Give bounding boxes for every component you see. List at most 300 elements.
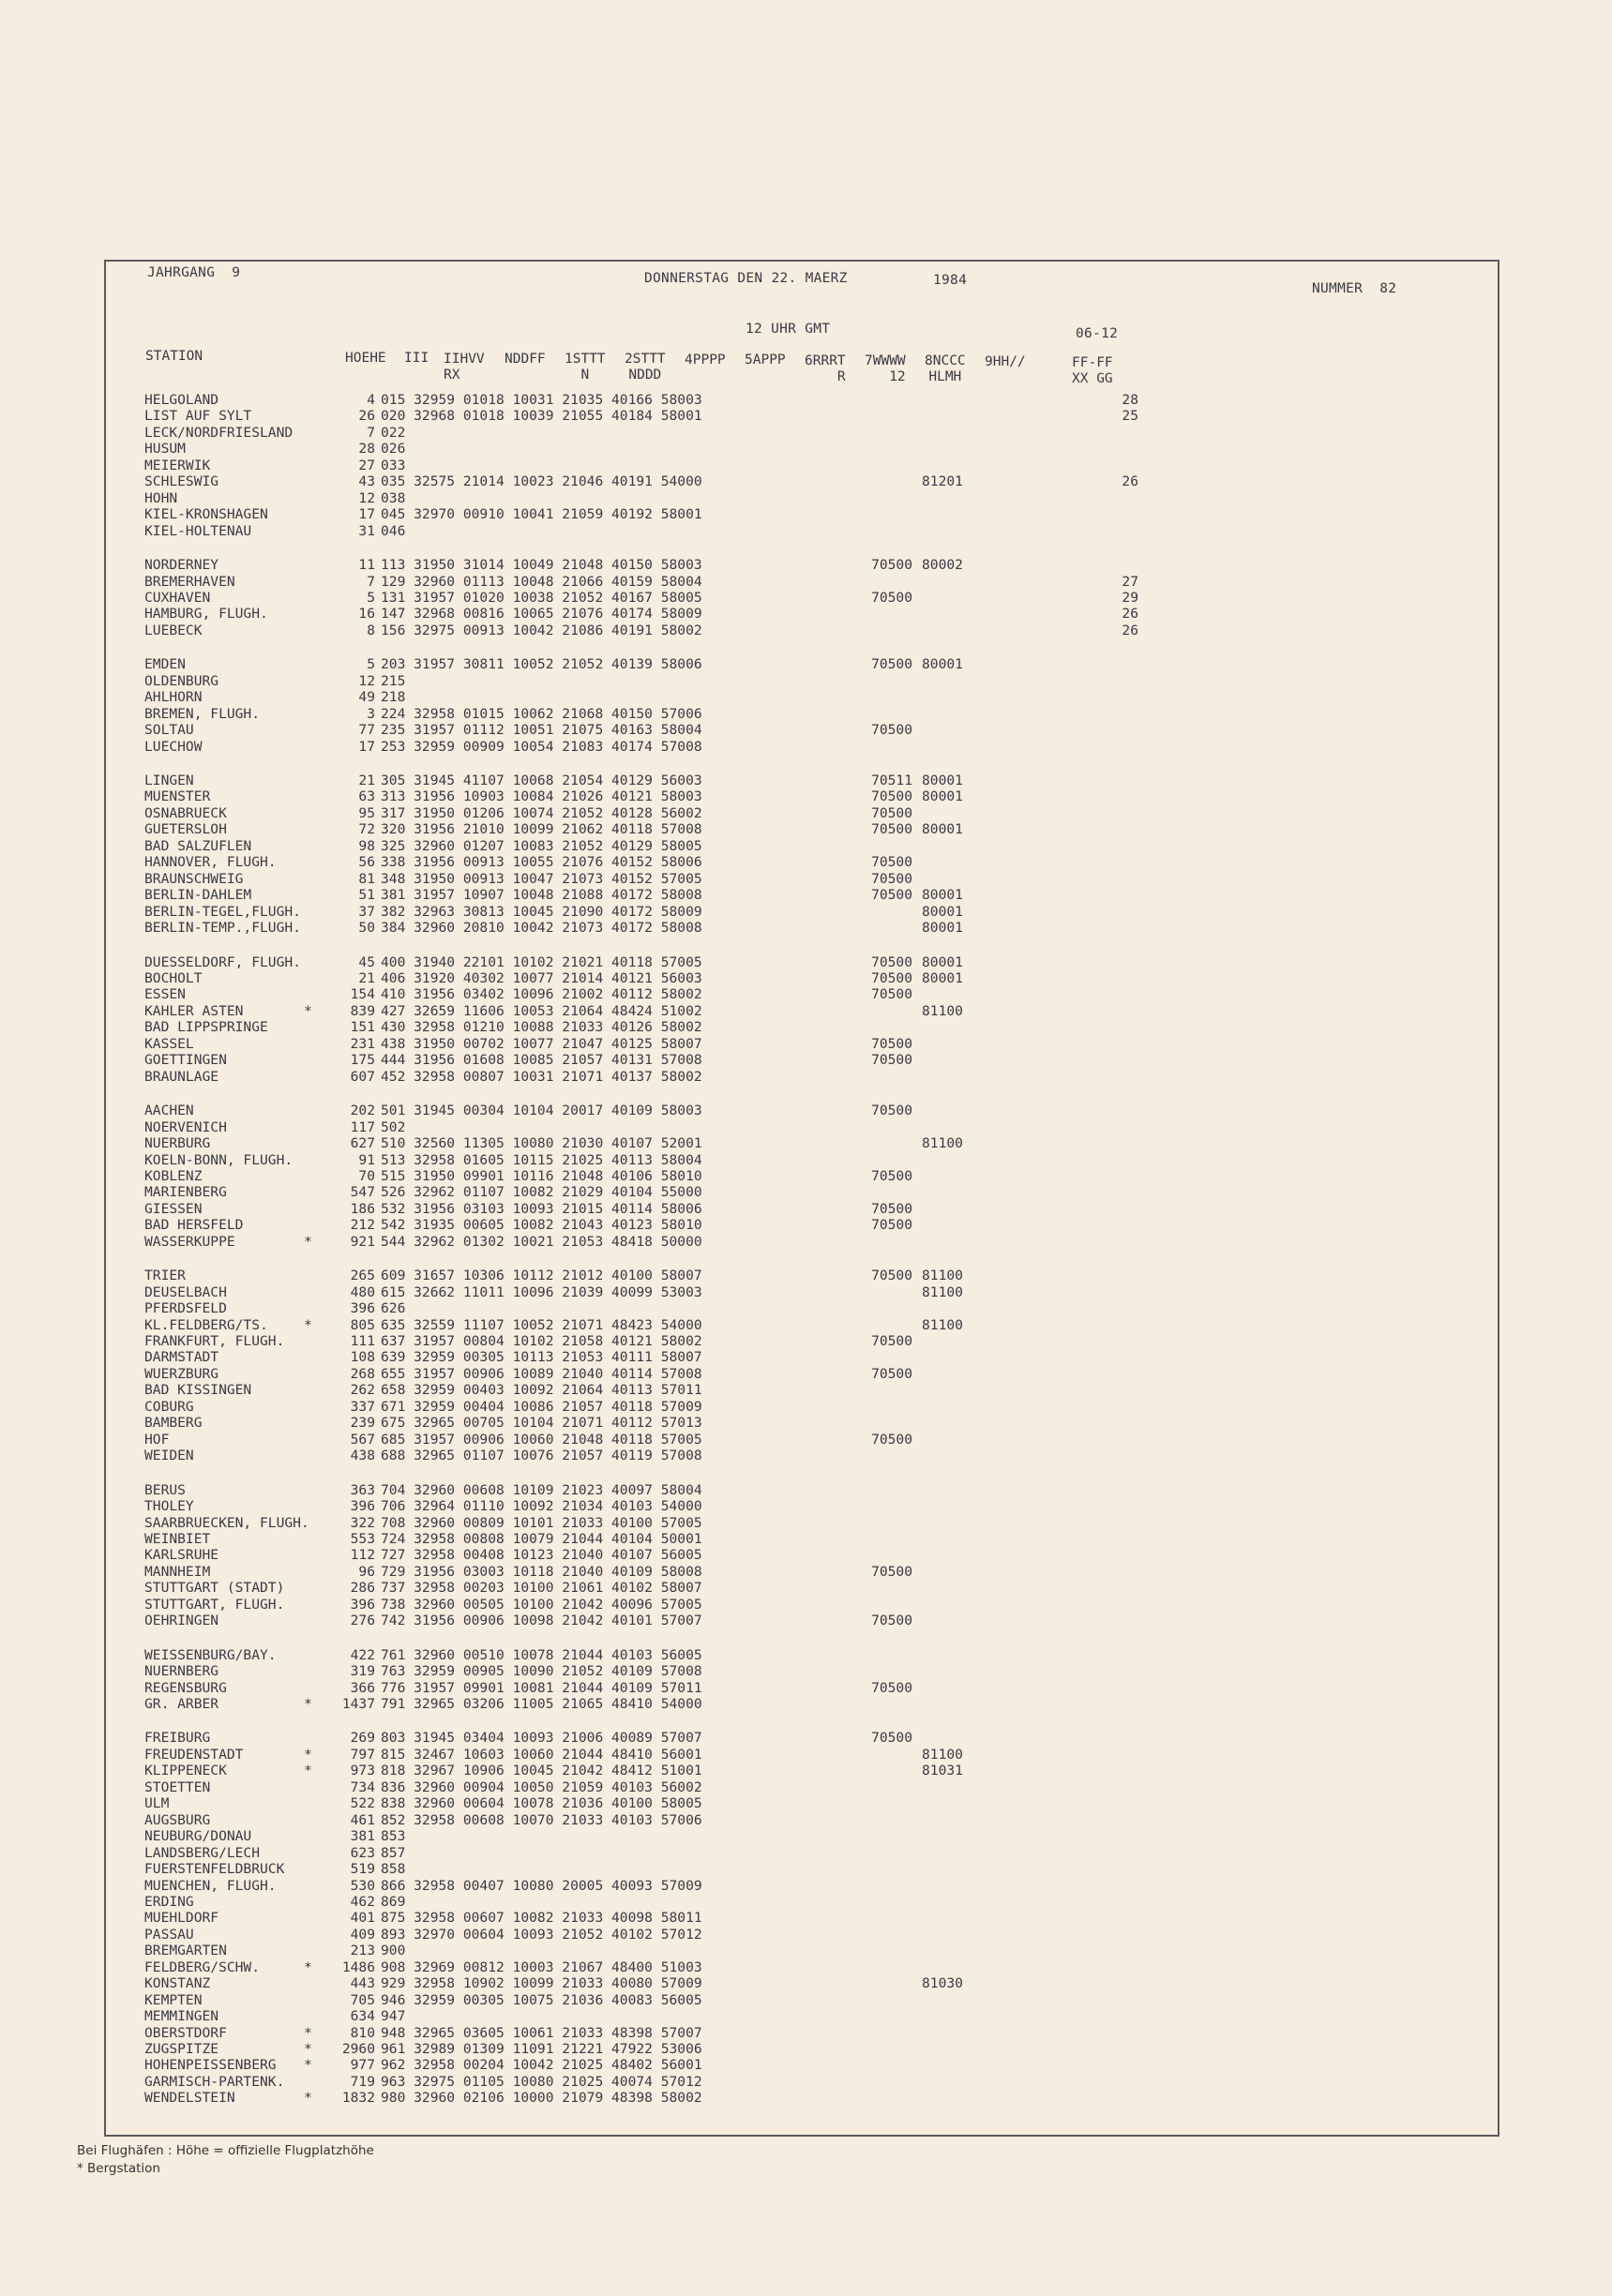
cloud-group: 81100 — [922, 1746, 963, 1763]
station-name: MEIERWIK — [144, 457, 211, 473]
station-height: 95 — [358, 804, 375, 821]
station-height: 81 — [358, 870, 375, 887]
station-name: MUENSTER — [144, 788, 211, 805]
station-name: AACHEN — [144, 1103, 194, 1119]
table-row — [106, 1399, 1498, 1416]
footnote-airport-height: Bei Flughäfen : Höhe = offizielle Flugplatzhöhe — [77, 2143, 374, 2158]
table-row — [106, 1317, 1498, 1334]
synop-data: 685 31957 00906 10060 21048 40118 57005 — [381, 1431, 702, 1448]
gust-value: 26 — [1122, 473, 1138, 490]
station-height: 547 — [350, 1184, 375, 1201]
table-row — [106, 1828, 1498, 1845]
station-height: 63 — [358, 788, 375, 805]
station-height: 627 — [350, 1135, 375, 1151]
cloud-group: 80001 — [922, 953, 963, 970]
weather-group: 70500 — [871, 557, 912, 573]
station-name: LINGEN — [144, 773, 194, 788]
station-height: 1486 — [341, 1958, 375, 1975]
station-height: 396 — [350, 1300, 375, 1317]
synop-data: 858 — [381, 1861, 406, 1877]
station-name: BRAUNSCHWEIG — [144, 870, 244, 887]
table-row — [106, 1696, 1498, 1713]
synop-data: 382 32963 30813 10045 21090 40172 58009 — [381, 903, 702, 920]
station-height: 1832 — [341, 2090, 375, 2107]
station-name: KONSTANZ — [144, 1975, 211, 1992]
table-row — [106, 2057, 1498, 2074]
table-row — [106, 854, 1498, 871]
table-row — [106, 2008, 1498, 2025]
station-height: 212 — [350, 1217, 375, 1234]
station-height: 977 — [350, 2057, 375, 2074]
station-name: GR. ARBER — [144, 1696, 219, 1712]
station-height: 17 — [358, 738, 375, 755]
synop-data: 033 — [381, 457, 406, 473]
col-header-8nccc: 8NCCC HLMH — [925, 353, 966, 384]
synop-data: 026 — [381, 441, 406, 458]
synop-data: 338 31956 00913 10055 21076 40152 58006 — [381, 854, 702, 871]
station-height: 623 — [350, 1844, 375, 1861]
station-height: 396 — [350, 1596, 375, 1613]
table-row — [106, 1959, 1498, 1976]
station-name: ESSEN — [144, 986, 186, 1003]
station-name: SOLTAU — [144, 722, 194, 739]
synop-data: 452 32958 00807 10031 21071 40137 58002 — [381, 1068, 702, 1085]
col-header-iii: III — [404, 351, 429, 366]
synop-data: 791 32965 03206 11005 21065 48410 54000 — [381, 1696, 702, 1712]
station-name: PFERDSFELD — [144, 1300, 227, 1317]
station-name: BERUS — [144, 1481, 186, 1498]
synop-data: 704 32960 00608 10109 21023 40097 58004 — [381, 1481, 702, 1498]
table-row — [106, 1119, 1498, 1136]
station-name: NOERVENICH — [144, 1118, 227, 1135]
station-name: HAMBURG, FLUGH. — [144, 606, 268, 623]
station-name: ZUGSPITZE — [144, 2041, 219, 2057]
table-row — [106, 1812, 1498, 1829]
station-height: 409 — [350, 1926, 375, 1943]
synop-data: 724 32958 00808 10079 21044 40104 50001 — [381, 1530, 702, 1547]
weather-group: 70500 — [871, 970, 912, 986]
synop-data: 626 — [381, 1300, 406, 1317]
weather-group: 70500 — [871, 953, 912, 970]
col-header-7wwww: 7WWWW 12 — [865, 353, 906, 384]
station-height: 175 — [350, 1052, 375, 1069]
station-name: STUTTGART, FLUGH. — [144, 1596, 285, 1613]
station-height: 37 — [358, 903, 375, 920]
table-row — [106, 1217, 1498, 1234]
station-name: MUENCHEN, FLUGH. — [144, 1877, 277, 1894]
station-name: FUERSTENFELDBRUCK — [144, 1861, 285, 1877]
synop-data: 313 31956 10903 10084 21026 40121 58003 — [381, 788, 702, 805]
station-name: BAD SALZUFLEN — [144, 837, 252, 854]
table-row — [106, 1613, 1498, 1629]
station-height: 276 — [350, 1613, 375, 1629]
station-height: 797 — [350, 1746, 375, 1763]
station-name: ERDING — [144, 1893, 194, 1910]
col-header-2sttt: 2STTT NDDD — [625, 352, 666, 383]
synop-data: 948 32965 03605 10061 21033 48398 57007 — [381, 2024, 702, 2041]
station-height: 31 — [358, 522, 375, 539]
station-name: SCHLESWIG — [144, 473, 219, 490]
station-height: 16 — [358, 606, 375, 623]
synop-data: 022 — [381, 424, 406, 441]
station-height: 77 — [358, 722, 375, 739]
station-height: 268 — [350, 1365, 375, 1382]
table-row — [106, 1482, 1498, 1499]
station-name: FRANKFURT, FLUGH. — [144, 1333, 285, 1349]
table-row — [106, 1547, 1498, 1564]
synop-data: 637 31957 00804 10102 21058 40121 58002 — [381, 1333, 702, 1349]
weather-group: 70500 — [871, 589, 912, 606]
synop-data: 961 32989 01309 11091 21221 47922 53006 — [381, 2041, 702, 2057]
station-name: DEUSELBACH — [144, 1283, 227, 1300]
station-height: 519 — [350, 1861, 375, 1877]
station-height: 319 — [350, 1663, 375, 1680]
synop-data: 035 32575 21014 10023 21046 40191 54000 — [381, 473, 702, 490]
weather-group: 70500 — [871, 1679, 912, 1696]
synop-data: 838 32960 00604 10078 21036 40100 58005 — [381, 1795, 702, 1812]
synop-data: 761 32960 00510 10078 21044 40103 56005 — [381, 1646, 702, 1663]
table-row — [106, 1597, 1498, 1613]
mountain-station-marker: * — [304, 1002, 312, 1019]
synop-data: 045 32970 00910 10041 21059 40192 58001 — [381, 506, 702, 523]
station-name: KOELN-BONN, FLUGH. — [144, 1151, 294, 1168]
cloud-group: 80001 — [922, 788, 963, 805]
station-height: 1437 — [341, 1696, 375, 1712]
station-name: WEISSENBURG/BAY. — [144, 1646, 277, 1663]
station-height: 231 — [350, 1035, 375, 1052]
table-row — [106, 490, 1498, 507]
table-row — [106, 2090, 1498, 2107]
station-height: 50 — [358, 920, 375, 937]
observation-period: 06-12 — [1076, 326, 1119, 341]
table-row — [106, 1168, 1498, 1185]
table-row — [106, 2025, 1498, 2042]
cloud-group: 81030 — [922, 1975, 963, 1992]
station-height: 363 — [350, 1481, 375, 1498]
table-row — [106, 1135, 1498, 1152]
weather-group: 70500 — [871, 722, 912, 739]
station-height: 4 — [367, 392, 375, 408]
table-row — [106, 1943, 1498, 1959]
cloud-group: 81100 — [922, 1002, 963, 1019]
table-row — [106, 1795, 1498, 1812]
table-row — [106, 1184, 1498, 1201]
station-name: OBERSTDORF — [144, 2024, 227, 2041]
station-height: 72 — [358, 821, 375, 838]
table-row — [106, 656, 1498, 673]
mountain-station-marker: * — [304, 2057, 312, 2074]
station-name: GOETTINGEN — [144, 1052, 227, 1069]
station-name: BOCHOLT — [144, 970, 203, 986]
station-height: 522 — [350, 1795, 375, 1812]
station-name: SAARBRUECKEN, FLUGH. — [144, 1514, 309, 1531]
station-height: 51 — [358, 887, 375, 904]
table-row — [106, 623, 1498, 639]
station-name: CUXHAVEN — [144, 589, 211, 606]
station-height: 607 — [350, 1068, 375, 1085]
station-name: LUECHOW — [144, 738, 203, 755]
station-name: NORDERNEY — [144, 557, 219, 573]
station-name: GIESSEN — [144, 1200, 203, 1217]
footnotes — [77, 2142, 374, 2178]
station-height: 265 — [350, 1268, 375, 1284]
station-height: 111 — [350, 1333, 375, 1349]
table-row — [106, 1003, 1498, 1020]
table-row — [106, 954, 1498, 971]
station-name: BAD LIPPSPRINGE — [144, 1019, 268, 1036]
station-height: 2960 — [341, 2041, 375, 2057]
station-height: 366 — [350, 1679, 375, 1696]
station-name: STOETTEN — [144, 1778, 211, 1795]
col-header-9hh: 9HH// — [985, 354, 1026, 369]
station-name: BERLIN-TEGEL,FLUGH. — [144, 903, 301, 920]
table-row — [106, 1498, 1498, 1515]
table-row — [106, 1647, 1498, 1664]
issue-number: NUMMER 82 — [1312, 281, 1397, 296]
table-row — [106, 1910, 1498, 1927]
cloud-group: 81100 — [922, 1316, 963, 1333]
col-header-6rrrt: 6RRRT R — [805, 353, 846, 384]
station-name: KEMPTEN — [144, 1991, 203, 2008]
station-height: 396 — [350, 1498, 375, 1514]
weather-group: 70500 — [871, 1268, 912, 1284]
mountain-station-marker: * — [304, 1696, 312, 1712]
synop-data: 818 32967 10906 10045 21042 48412 51001 — [381, 1763, 702, 1779]
synop-data: 203 31957 30811 10052 21052 40139 58006 — [381, 656, 702, 673]
synop-data: 384 32960 20810 10042 21073 40172 58008 — [381, 920, 702, 937]
station-name: FREUDENSTADT — [144, 1746, 244, 1763]
cloud-group: 80001 — [922, 821, 963, 838]
table-row — [106, 1234, 1498, 1251]
table-row — [106, 689, 1498, 706]
table-row — [106, 1747, 1498, 1763]
station-height: 734 — [350, 1778, 375, 1795]
station-height: 154 — [350, 986, 375, 1003]
synop-data: 869 — [381, 1893, 406, 1910]
synop-data: 815 32467 10603 10060 21044 48410 56001 — [381, 1746, 702, 1763]
report-year: 1984 — [933, 273, 968, 288]
mountain-station-marker: * — [304, 1763, 312, 1779]
station-name: NUERNBERG — [144, 1663, 219, 1680]
table-row — [106, 1845, 1498, 1862]
station-height: 462 — [350, 1893, 375, 1910]
synop-data: 763 32959 00905 10090 21052 40109 57008 — [381, 1663, 702, 1680]
station-height: 186 — [350, 1200, 375, 1217]
gust-value: 27 — [1122, 573, 1138, 590]
station-name: OLDENBURG — [144, 672, 219, 689]
weather-group: 70500 — [871, 854, 912, 871]
weather-group: 70500 — [871, 1431, 912, 1448]
cloud-group: 81100 — [922, 1135, 963, 1151]
station-height: 28 — [358, 441, 375, 458]
weather-group: 70500 — [871, 821, 912, 838]
synop-data: 020 32968 01018 10039 21055 40184 58001 — [381, 408, 702, 425]
synop-data: 655 31957 00906 10089 21040 40114 57008 — [381, 1365, 702, 1382]
station-height: 337 — [350, 1398, 375, 1415]
weather-group: 70500 — [871, 788, 912, 805]
synop-data: 776 31957 09901 10081 21044 40109 57011 — [381, 1679, 702, 1696]
cloud-group: 80001 — [922, 887, 963, 904]
synop-data: 893 32970 00604 10093 21052 40102 57012 — [381, 1926, 702, 1943]
weather-group: 70500 — [871, 1613, 912, 1629]
table-row — [106, 1268, 1498, 1284]
synop-data: 729 31956 03003 10118 21040 40109 58008 — [381, 1563, 702, 1580]
synop-data: 727 32958 00408 10123 21040 40107 56005 — [381, 1547, 702, 1564]
weather-group: 70500 — [871, 887, 912, 904]
station-name: PASSAU — [144, 1926, 194, 1943]
station-height: 27 — [358, 457, 375, 473]
station-name: BERLIN-DAHLEM — [144, 887, 252, 904]
station-height: 239 — [350, 1415, 375, 1432]
weather-group: 70500 — [871, 656, 912, 673]
col-header-nddff: NDDFF — [505, 352, 546, 367]
synop-data: 113 31950 31014 10049 21048 40150 58003 — [381, 557, 702, 573]
weather-group: 70500 — [871, 1035, 912, 1052]
weather-group: 70500 — [871, 1200, 912, 1217]
synop-data: 317 31950 01206 10074 21052 40128 56002 — [381, 804, 702, 821]
station-name: HUSUM — [144, 441, 186, 458]
station-name: BREMGARTEN — [144, 1943, 227, 1959]
table-row — [106, 408, 1498, 425]
col-header-1sttt: 1STTT N — [565, 352, 606, 383]
table-row — [106, 773, 1498, 789]
station-height: 70 — [358, 1167, 375, 1184]
table-row — [106, 2074, 1498, 2091]
station-height: 21 — [358, 773, 375, 788]
cloud-group: 80001 — [922, 656, 963, 673]
station-name: TRIER — [144, 1268, 186, 1284]
station-height: 443 — [350, 1975, 375, 1992]
synop-data: 515 31950 09901 10116 21048 40106 58010 — [381, 1167, 702, 1184]
station-table — [106, 262, 1498, 2135]
col-header-ff: FF-FF XX GG — [1072, 355, 1113, 386]
col-header-iihvv: IIHVV RX — [444, 352, 485, 383]
station-height: 11 — [358, 557, 375, 573]
table-row — [106, 1564, 1498, 1581]
station-height: 112 — [350, 1547, 375, 1564]
cloud-group: 80001 — [922, 773, 963, 788]
station-height: 8 — [367, 622, 375, 638]
table-row — [106, 1448, 1498, 1464]
station-name: BREMEN, FLUGH. — [144, 705, 261, 722]
station-height: 705 — [350, 1991, 375, 2008]
mountain-station-marker: * — [304, 2041, 312, 2057]
synop-data: 305 31945 41107 10068 21054 40129 56003 — [381, 773, 702, 788]
cloud-group: 81100 — [922, 1283, 963, 1300]
station-name: KARLSRUHE — [144, 1547, 219, 1564]
table-row — [106, 1300, 1498, 1317]
weather-group: 70500 — [871, 1217, 912, 1234]
station-name: NEUBURG/DONAU — [144, 1828, 252, 1845]
table-row — [106, 1284, 1498, 1301]
station-height: 12 — [358, 672, 375, 689]
synop-data: 671 32959 00404 10086 21057 40118 57009 — [381, 1398, 702, 1415]
weather-group: 70500 — [871, 804, 912, 821]
station-name: ULM — [144, 1795, 170, 1812]
station-name: KASSEL — [144, 1035, 194, 1052]
synop-data: 866 32958 00407 10080 20005 40093 57009 — [381, 1877, 702, 1894]
station-name: BAMBERG — [144, 1415, 203, 1432]
weather-group: 70500 — [871, 1730, 912, 1747]
synop-data: 639 32959 00305 10113 21053 40111 58007 — [381, 1349, 702, 1366]
station-height: 719 — [350, 2073, 375, 2090]
synop-data: 852 32958 00608 10070 21033 40103 57006 — [381, 1811, 702, 1828]
weather-group: 70500 — [871, 986, 912, 1003]
station-height: 973 — [350, 1763, 375, 1779]
station-name: WEINBIET — [144, 1530, 211, 1547]
table-row — [106, 574, 1498, 591]
table-row — [106, 1878, 1498, 1895]
table-row — [106, 1349, 1498, 1366]
station-name: REGENSBURG — [144, 1679, 227, 1696]
synop-data: 046 — [381, 522, 406, 539]
weather-group: 70500 — [871, 1052, 912, 1069]
station-height: 269 — [350, 1730, 375, 1747]
table-row — [106, 425, 1498, 442]
synop-data: 015 32959 01018 10031 21035 40166 58003 — [381, 392, 702, 408]
station-height: 202 — [350, 1103, 375, 1119]
report-frame — [104, 260, 1499, 2137]
table-row — [106, 590, 1498, 607]
station-height: 21 — [358, 970, 375, 986]
synop-data: 129 32960 01113 10048 21066 40159 58004 — [381, 573, 702, 590]
station-name: KOBLENZ — [144, 1167, 203, 1184]
station-name: WENDELSTEIN — [144, 2090, 235, 2107]
station-height: 17 — [358, 506, 375, 523]
station-name: GUETERSLOH — [144, 821, 227, 838]
synop-data: 875 32958 00607 10082 21033 40098 58011 — [381, 1910, 702, 1927]
table-row — [106, 1201, 1498, 1218]
synop-data: 803 31945 03404 10093 21006 40089 57007 — [381, 1730, 702, 1747]
table-row — [106, 1382, 1498, 1399]
table-row — [106, 788, 1498, 805]
station-name: MUEHLDORF — [144, 1910, 219, 1927]
station-height: 96 — [358, 1563, 375, 1580]
station-name: KIEL-HOLTENAU — [144, 522, 252, 539]
synop-data: 609 31657 10306 10112 21012 40100 58007 — [381, 1268, 702, 1284]
synop-data: 708 32960 00809 10101 21033 40100 57005 — [381, 1514, 702, 1531]
table-row — [106, 904, 1498, 921]
table-row — [106, 606, 1498, 623]
station-height: 12 — [358, 489, 375, 506]
station-name: DUESSELDORF, FLUGH. — [144, 953, 301, 970]
table-row — [106, 523, 1498, 540]
synop-data: 929 32958 10902 10099 21033 40080 57009 — [381, 1975, 702, 1992]
station-height: 461 — [350, 1811, 375, 1828]
cloud-group: 81201 — [922, 473, 963, 490]
gust-value: 29 — [1122, 589, 1138, 606]
station-height: 805 — [350, 1316, 375, 1333]
station-name: HOF — [144, 1431, 170, 1448]
synop-data: 963 32975 01105 10080 21025 40074 57012 — [381, 2073, 702, 2090]
table-row — [106, 392, 1498, 409]
station-height: 5 — [367, 589, 375, 606]
weather-group: 70500 — [871, 1365, 912, 1382]
table-row — [106, 441, 1498, 458]
table-row — [106, 986, 1498, 1003]
mountain-station-marker: * — [304, 1958, 312, 1975]
synop-data: 038 — [381, 489, 406, 506]
table-row — [106, 722, 1498, 739]
synop-data: 400 31940 22101 10102 21021 40118 57005 — [381, 953, 702, 970]
station-name: NUERBURG — [144, 1135, 211, 1151]
synop-data: 348 31950 00913 10047 21073 40152 57005 — [381, 870, 702, 887]
station-name: LUEBECK — [144, 622, 203, 638]
col-header-4pppp: 4PPPP — [685, 353, 726, 368]
synop-data: 513 32958 01605 10115 21025 40113 58004 — [381, 1151, 702, 1168]
station-height: 262 — [350, 1382, 375, 1399]
station-height: 634 — [350, 2008, 375, 2025]
